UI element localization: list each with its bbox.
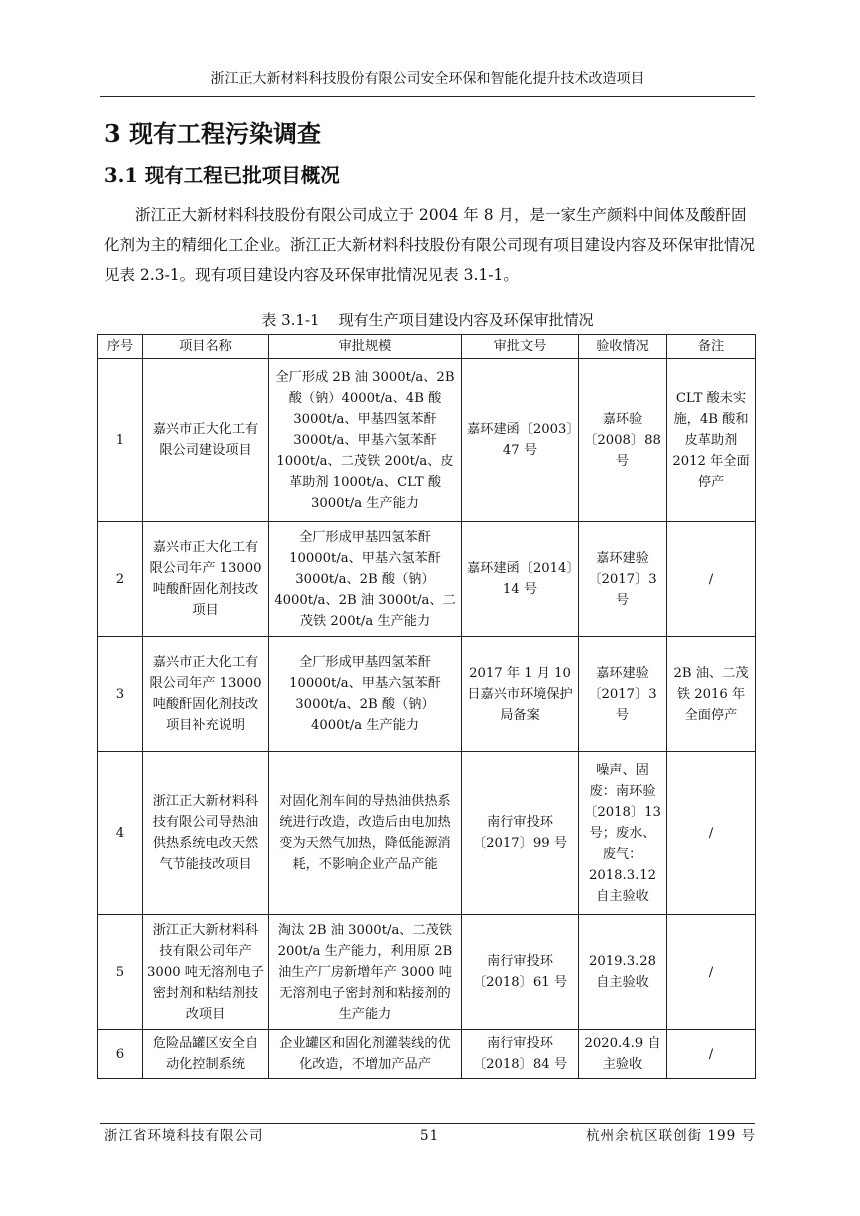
cell-scale: 全厂形成 2B 油 3000t/a、2B 酸（钠）4000t/a、4B 酸 3000t/a、甲基四氢苯酐 3000t/a、甲基六氢苯酐 1000t/a、二茂铁 200t/a、皮革助剂 1000t/a、CLT 酸 3000t/a 生产能力 (269, 359, 462, 522)
page-number: 51 (420, 1128, 440, 1144)
table-row (98, 1030, 756, 1079)
footer-company: 浙江省环境科技有限公司 (104, 1128, 264, 1144)
table-caption: 表 3.1-1 现有生产项目建设内容及环保审批情况 (261, 311, 594, 329)
subsection-title: 3.1 现有工程已批项目概况 (104, 164, 340, 187)
cell-acceptance: 嘉环建验〔2017〕3 号 (579, 522, 667, 637)
cell-scale: 全厂形成甲基四氢苯酐 10000t/a、甲基六氢苯酐 3000t/a、2B 酸（钠）4000t/a、2B 油 3000t/a、二茂铁 200t/a 生产能力 (269, 522, 462, 637)
cell-remark: / (667, 522, 756, 637)
cell-project: 嘉兴市正大化工有限公司年产 13000 吨酸酐固化剂技改项目补充说明 (143, 637, 269, 752)
cell-scale: 全厂形成甲基四氢苯酐 10000t/a、甲基六氢苯酐 3000t/a、2B 酸（钠）4000t/a 生产能力 (269, 637, 462, 752)
cell-remark: 2B 油、二茂铁 2016 年全面停产 (667, 637, 756, 752)
cell-acceptance: 2019.3.28 自主验收 (579, 915, 667, 1030)
cell-doc: 嘉环建函〔2003〕47 号 (462, 359, 579, 522)
cell-scale: 企业罐区和固化剂灌装线的优化改造，不增加产品产 (269, 1030, 462, 1079)
header-cell: 审批文号 (462, 335, 579, 359)
cell-acceptance: 噪声、固废：南环验〔2018〕13 号；废水、废气：2018.3.12 自主验收 (579, 752, 667, 915)
header-rule (100, 96, 755, 97)
cell-project: 危险品罐区安全自动化控制系统 (143, 1030, 269, 1079)
table-row (98, 522, 756, 637)
table-row (98, 359, 756, 522)
cell-doc: 2017 年 1 月 10 日嘉兴市环境保护局备案 (462, 637, 579, 752)
cell-no: 4 (98, 752, 143, 915)
cell-doc: 南行审投环〔2018〕84 号 (462, 1030, 579, 1079)
cell-remark: CLT 酸未实施，4B 酸和皮革助剂 2012 年全面停产 (667, 359, 756, 522)
cell-no: 2 (98, 522, 143, 637)
cell-no: 1 (98, 359, 143, 522)
cell-acceptance: 2020.4.9 自主验收 (579, 1030, 667, 1079)
header-cell: 审批规模 (269, 335, 462, 359)
cell-acceptance: 嘉环建验〔2017〕3 号 (579, 637, 667, 752)
cell-remark: / (667, 915, 756, 1030)
running-header: 浙江正大新材料科技股份有限公司安全环保和智能化提升技术改造项目 (210, 71, 645, 87)
table-row (98, 637, 756, 752)
table-row (98, 915, 756, 1030)
cell-remark: / (667, 752, 756, 915)
header-cell: 项目名称 (143, 335, 269, 359)
header-cell: 备注 (667, 335, 756, 359)
cell-project: 浙江正大新材料科技有限公司导热油供热系统电改天然气节能技改项目 (143, 752, 269, 915)
table-header-row (98, 335, 756, 359)
cell-remark: / (667, 1030, 756, 1079)
cell-scale: 对固化剂车间的导热油供热系统进行改造，改造后由电加热变为天然气加热，降低能源消耗，不影响企业产品产能 (269, 752, 462, 915)
intro-text: 浙江正大新材料科技股份有限公司成立于 2004 年 8 月，是一家生产颜料中间体及酸酐固化剂为主的精细化工企业。浙江正大新材料科技股份有限公司现有项目建设内容及环保审批情况见表 2.3-1。现有项目建设内容及环保审批情况见表 3.1-1。 (104, 206, 756, 284)
header-cell: 验收情况 (579, 335, 667, 359)
cell-project: 嘉兴市正大化工有限公司年产 13000 吨酸酐固化剂技改项目 (143, 522, 269, 637)
header-cell: 序号 (98, 335, 143, 359)
cell-acceptance: 嘉环验〔2008〕88 号 (579, 359, 667, 522)
table-row (98, 752, 756, 915)
cell-doc: 嘉环建函〔2014〕14 号 (462, 522, 579, 637)
cell-doc: 南行审投环〔2018〕61 号 (462, 915, 579, 1030)
cell-project: 嘉兴市正大化工有限公司建设项目 (143, 359, 269, 522)
cell-doc: 南行审投环〔2017〕99 号 (462, 752, 579, 915)
cell-no: 3 (98, 637, 143, 752)
footer-rule (100, 1123, 755, 1124)
section-title: 3 现有工程污染调查 (104, 119, 322, 148)
cell-no: 5 (98, 915, 143, 1030)
cell-no: 6 (98, 1030, 143, 1079)
intro-paragraph (104, 200, 760, 290)
cell-scale: 淘汰 2B 油 3000t/a、二茂铁 200t/a 生产能力，利用原 2B 油生产厂房新增年产 3000 吨无溶剂电子密封剂和粘接剂的生产能力 (269, 915, 462, 1030)
cell-project: 浙江正大新材料科技有限公司年产 3000 吨无溶剂电子密封剂和粘结剂技改项目 (143, 915, 269, 1030)
footer-address: 杭州余杭区联创街 199 号 (586, 1128, 756, 1144)
approval-table (97, 334, 756, 1079)
